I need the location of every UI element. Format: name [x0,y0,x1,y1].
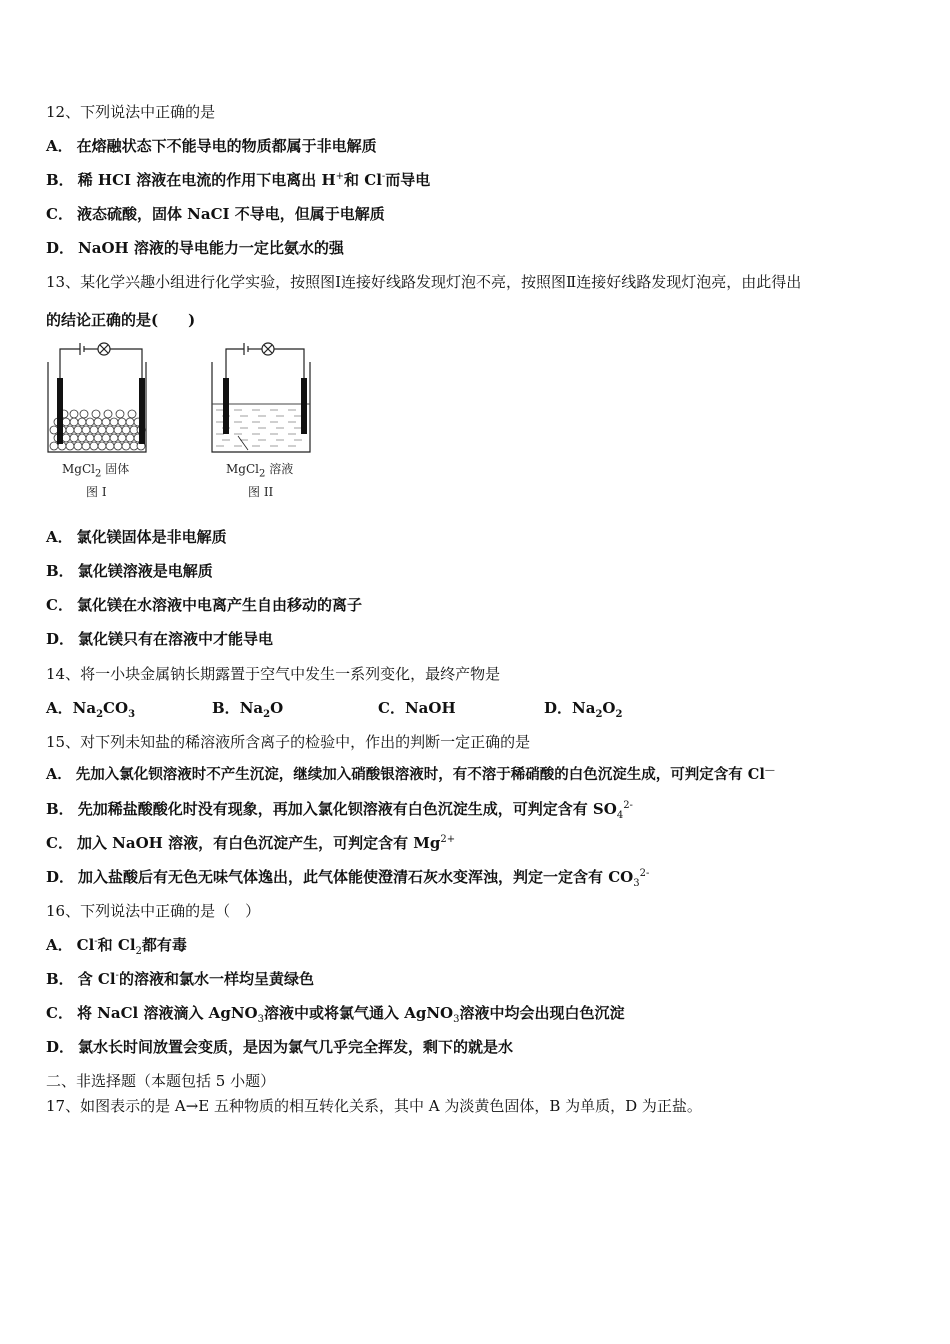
q12-option-c: C． 液态硫酸，固体 NaCI 不导电，但属于电解质 [46,205,385,223]
figure-2-caption: MgCl$_2$ 溶液 [226,462,294,480]
q16-option-d: D． 氯水长时间放置会变质，是因为氯气几乎完全挥发，剩下的就是水 [46,1038,514,1056]
q12-option-d: D． NaOH 溶液的导电能力一定比氨水的强 [46,239,344,257]
q13-stem-line2: 的结论正确的是( ) [46,311,196,329]
q15-option-c: C． 加入 NaOH 溶液，有白色沉淀产生，可判定含有 $Mg^{2+}$ [46,834,456,852]
q16-option-b: B． 含 Cl-的溶液和氯水一样均呈黄绿色 [46,970,314,988]
q12-option-b: B． 稀 HCI 溶液在电流的作用下电离出 H+和 Cl-而导电 [46,171,431,189]
q15-option-d: D． 加入盐酸后有无色无味气体逸出，此气体能使澄清石灰水变浑浊，判定一定含有 $CO_3^{2-}$ [46,868,650,889]
q16-stem: 16、下列说法中正确的是（ ） [46,902,261,920]
figure-1-label: 图 I [86,485,107,499]
figure-2-label: 图 II [248,485,274,499]
q14-stem: 14、将一小块金属钠长期露置于空气中发生一系列变化，最终产物是 [46,665,501,683]
q16-option-c: C． 将 NaCl 溶液滴入 AgNO$_3$溶液中或将氯气通入 AgNO$_3$溶液中均会出现白色沉淀 [46,1004,625,1025]
q17-stem: 17、如图表示的是 A→E 五种物质的相互转化关系，其中 A 为淡黄色固体，B 为单质，D 为正盐。 [46,1097,702,1115]
figure-1-circuit [44,340,154,458]
q12-option-a: A． 在熔融状态下不能导电的物质都属于非电解质 [46,137,377,155]
q14-options [46,698,710,718]
q13-option-b: B． 氯化镁溶液是电解质 [46,562,213,580]
q14-option-a: A．$Na_2CO_3$ [46,699,136,720]
section-2-heading: 二、非选择题（本题包括 5 小题） [46,1072,276,1090]
q16-option-a: A． Cl-和 $Cl_2$都有毒 [46,936,187,957]
q12-stem: 12、下列说法中正确的是 [46,103,216,121]
q15-option-b: B． 先加稀盐酸酸化时没有现象，再加入氯化钡溶液有白色沉淀生成，可判定含有 $SO_4^{2-}$ [46,800,633,821]
q13-stem-line1: 13、某化学兴趣小组进行化学实验，按照图Ⅰ连接好线路发现灯泡不亮，按照图Ⅱ连接好线路发现灯泡亮，由此得出 [46,273,802,291]
q14-option-d: D．$Na_2O_2$ [544,699,623,720]
q14-option-b: B．$Na_2O$ [212,699,284,720]
q14-option-c: C．NaOH [378,699,456,717]
q15-option-a: A． 先加入氯化钡溶液时不产生沉淀，继续加入硝酸银溶液时，有不溶于稀硝酸的白色沉淀生成，可判定含有 Cl— [46,765,775,783]
q15-stem: 15、对下列未知盐的稀溶液所含离子的检验中，作出的判断一定正确的是 [46,733,531,751]
q13-option-c: C． 氯化镁在水溶液中电离产生自由移动的离子 [46,596,362,614]
figure-1-caption: MgCl$_2$ 固体 [62,462,130,480]
figure-2-circuit [208,340,318,458]
q13-option-a: A． 氯化镁固体是非电解质 [46,528,227,546]
q13-option-d: D． 氯化镁只有在溶液中才能导电 [46,630,274,648]
